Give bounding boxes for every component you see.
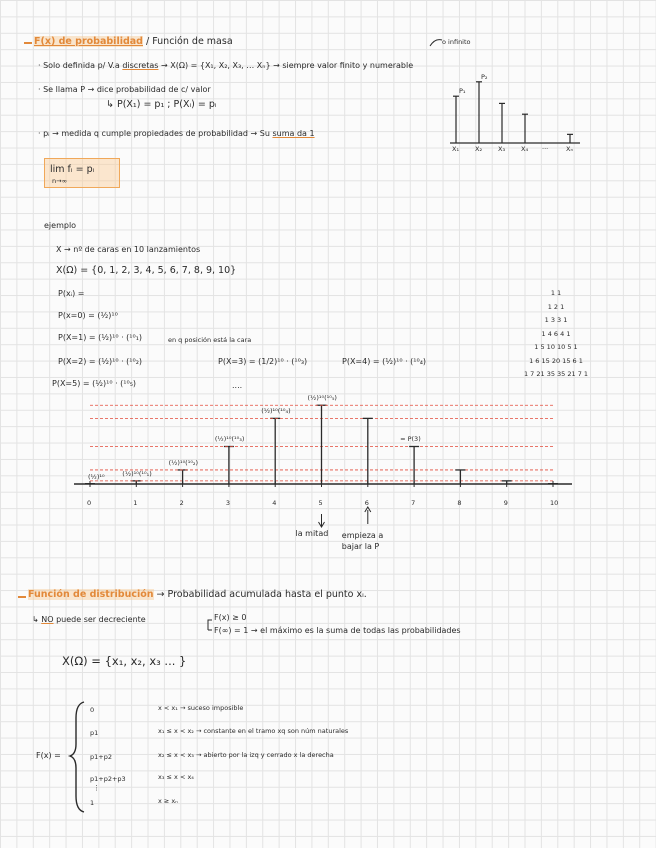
example-note: en q posición está la cara [168, 336, 252, 344]
line-text: · pᵢ → medida q cumple propiedades de probabilidad → Su [38, 129, 273, 138]
fx-label: F(x) = [36, 751, 61, 760]
annotation-bajar: empieza a bajar la P [341, 531, 384, 551]
pascal-row: 1 2 1 [547, 302, 565, 311]
x-tick-label: 5 [318, 499, 323, 507]
mini-x-label: X₁ [452, 145, 460, 153]
x-tick-label: 7 [411, 499, 416, 507]
mini-x-label: ... [542, 143, 549, 151]
line-p-values: ↳ P(X₁) = p₁ ; P(Xᵢ) = pᵢ [106, 99, 217, 110]
title-rest: / Función de masa [142, 36, 233, 47]
pascal-row: 1 5 10 10 5 1 [534, 343, 578, 351]
bar-label: (½)¹⁰(¹⁰₁) [122, 469, 152, 478]
discrete-word: discretas [122, 61, 159, 70]
mini-x-label: X₂ [475, 145, 483, 153]
example-line: P(X=4) = (½)¹⁰ · (¹⁰₄) [342, 357, 427, 366]
x-tick-label: 3 [225, 499, 231, 507]
example-line: P(X=2) = (½)¹⁰ · (¹⁰₂) [58, 357, 143, 366]
case-value: 0 [90, 706, 95, 714]
cond-nonneg: F(x) ≥ 0 [214, 613, 247, 622]
x-tick-label: 6 [364, 499, 369, 507]
x-tick-label: 8 [457, 499, 462, 507]
case-condition: x < x₁ → suceso imposible [158, 704, 244, 712]
example-line: P(xᵢ) = [58, 289, 85, 298]
bar-label: (½)¹⁰ [88, 472, 105, 481]
case-condition: x₃ ≤ x < x₄ [158, 773, 194, 781]
omega-set: X(Ω) = {x₁, x₂, x₃ ... } [62, 654, 187, 668]
sum-one: suma da 1 [272, 129, 315, 138]
example-line: P(X=1) = (½)¹⁰ · (¹⁰₁) [58, 333, 143, 342]
bar-label: = P(3) [400, 435, 421, 444]
mini-bar-label-1: P₁ [459, 87, 466, 95]
case-value: p1+p2 [90, 753, 112, 761]
example-dots: .... [232, 381, 243, 390]
bar-label: (½)¹⁰(¹⁰₄) [261, 407, 291, 416]
case-condition: x₂ ≤ x < x₃ → abierto por la izq y cerrado x la derecha [158, 751, 334, 759]
mini-bar-label-2: P₂ [481, 73, 488, 81]
no-word: NO [41, 615, 54, 624]
bar-label: (½)¹⁰(¹⁰₃) [214, 435, 245, 444]
x-tick-label: 1 [133, 499, 138, 507]
pascal-row: 1 7 21 35 35 21 7 1 [523, 370, 589, 378]
mini-x-label: X₄ [521, 145, 529, 153]
x-tick-label: 0 [87, 499, 92, 507]
case-value: p1+p2+p3 [90, 775, 126, 783]
line-text: · Solo definida p/ V.a [38, 61, 123, 70]
example-heading: ejemplo [44, 221, 77, 230]
line-text: puede ser decreciente [53, 615, 146, 624]
x-tick-label: 4 [272, 499, 277, 507]
mini-x-label: X₃ [498, 145, 506, 153]
limit-formula: lim fᵢ = pᵢ [50, 164, 95, 175]
case-condition: x ≥ xₙ [158, 797, 178, 805]
x-tick-label: 10 [550, 499, 559, 507]
arrow: ↳ [32, 615, 39, 624]
pascal-row: 1 4 6 4 1 [541, 329, 571, 338]
pascal-row: 1 3 3 1 [544, 316, 568, 324]
line-text: → X(Ω) = {X₁, X₂, X₃, … Xₙ} → siempre valor finito y numerable [158, 61, 414, 70]
title-distribution: Función de distribución [28, 589, 154, 600]
bar-label: (½)¹⁰(¹⁰₅) [307, 394, 337, 403]
annotation-mitad: la mitad [295, 529, 329, 538]
cond-max: F(∞) = 1 → el máximo es la suma de todas las probabilidades [214, 626, 461, 635]
x-tick-label: 9 [503, 499, 508, 507]
limit-subscript: n→∞ [52, 177, 67, 185]
x-tick-label: 2 [179, 499, 184, 507]
example-line: X → nº de caras en 10 lanzamientos [56, 245, 201, 254]
pascal-row: 1 6 15 20 15 6 1 [529, 356, 583, 365]
infinito-note: o infinito [442, 38, 471, 46]
mini-x-label: Xₙ [566, 145, 574, 153]
example-line: P(X=3) = (1/2)¹⁰ · (¹⁰₃) [218, 357, 308, 366]
example-line: P(X=5) = (½)¹⁰ · (¹⁰₅) [52, 379, 137, 388]
case-value: 1 [90, 799, 95, 807]
case-condition: x₁ ≤ x < x₂ → constante en el tramo xq son núm naturales [158, 727, 349, 735]
line-called: · Se llama P → dice probabilidad de c/ valor [38, 85, 211, 94]
bar-label: (½)¹⁰(¹⁰₂) [168, 458, 199, 467]
title-probability: F(x) de probabilidad [34, 36, 143, 47]
case-value: p1 [90, 729, 99, 737]
svg-text:⋮: ⋮ [93, 784, 100, 792]
example-line: X(Ω) = {0, 1, 2, 3, 4, 5, 6, 7, 8, 9, 10} [56, 265, 237, 276]
title-rest: → Probabilidad acumulada hasta el punto xᵢ. [153, 589, 367, 600]
example-line: P(x=0) = (½)¹⁰ [58, 311, 118, 320]
pascal-row: 1 1 [550, 289, 562, 297]
